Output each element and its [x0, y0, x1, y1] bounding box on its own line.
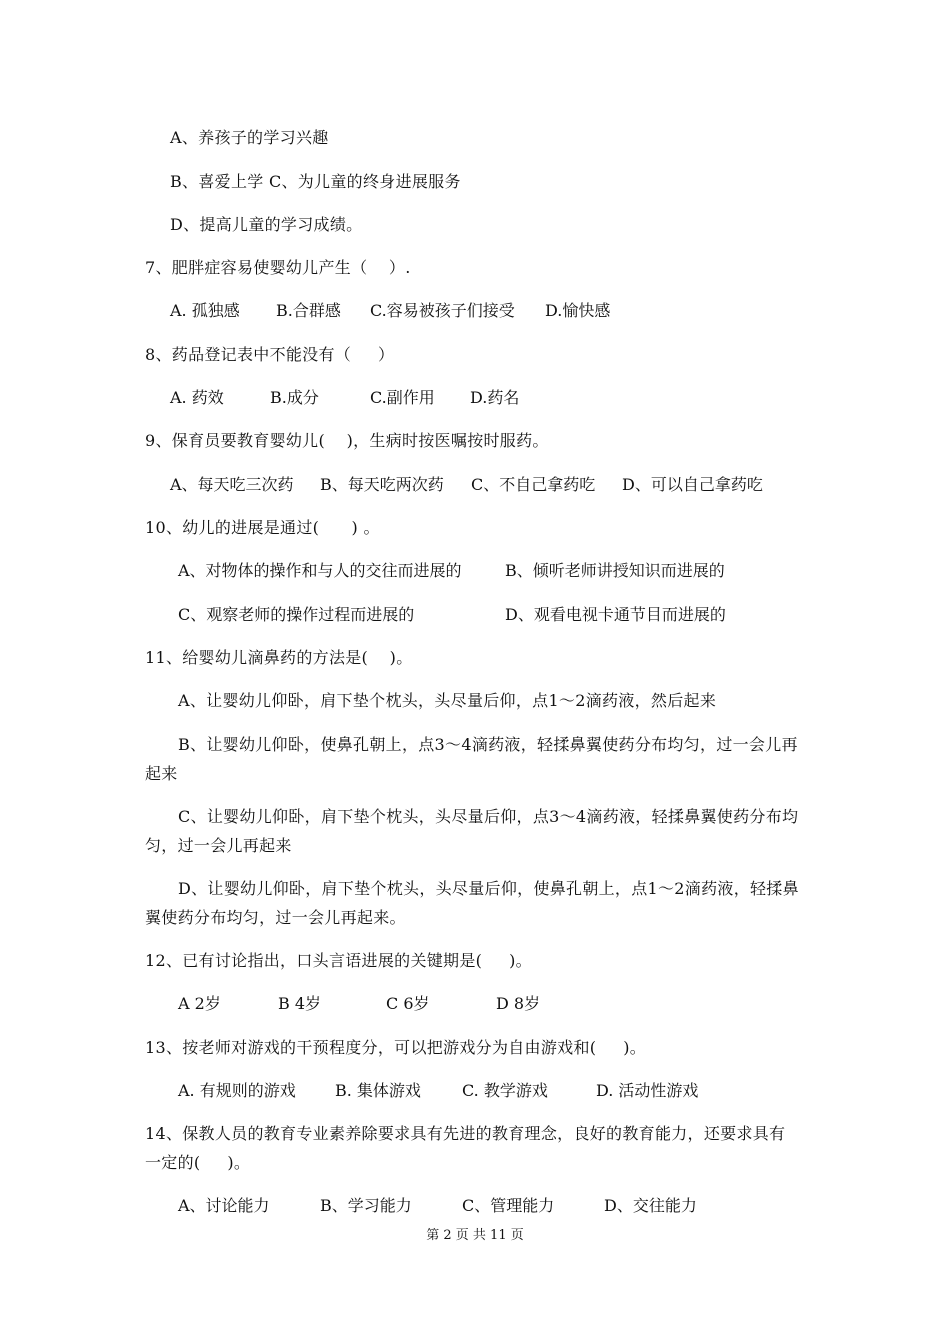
q8-option-d: D.药名: [470, 388, 520, 407]
q9-option-d: D、可以自己拿药吃: [622, 475, 763, 494]
q6-option-bc: B、喜爱上学 C、为儿童的终身进展服务: [170, 172, 461, 191]
q10-option-b: B、倾听老师讲授知识而进展的: [505, 561, 725, 580]
question-7: 7、肥胖症容易使婴幼儿产生（ ）.: [145, 258, 411, 277]
q8-option-a: A. 药效: [170, 388, 224, 407]
question-8: 8、药品登记表中不能没有（ ）: [145, 345, 395, 364]
q7-option-d: D.愉快感: [545, 301, 611, 320]
q10-option-d: D、观看电视卡通节目而进展的: [505, 605, 726, 624]
q9-option-b: B、每天吃两次药: [320, 475, 444, 494]
q14-option-b: B、学习能力: [320, 1196, 412, 1215]
q12-option-c: C 6岁: [386, 994, 430, 1013]
question-9: 9、保育员要教育婴幼儿( )，生病时按医嘱按时服药。: [145, 431, 549, 450]
q13-option-a: A. 有规则的游戏: [178, 1081, 296, 1100]
q8-option-b: B.成分: [270, 388, 319, 407]
question-10: 10、幼儿的进展是通过( ) 。: [145, 518, 380, 537]
q13-option-d: D. 活动性游戏: [596, 1081, 699, 1100]
q6-option-d: D、提高儿童的学习成绩。: [170, 215, 363, 234]
question-14-line1: 14、保教人员的教育专业素养除要求具有先进的教育理念，良好的教育能力，还要求具有: [145, 1124, 786, 1143]
q11-option-a: A、让婴幼儿仰卧，肩下垫个枕头，头尽量后仰，点1～2滴药液，然后起来: [178, 691, 717, 710]
q7-option-c: C.容易被孩子们接受: [370, 301, 515, 320]
q6-option-a: A、养孩子的学习兴趣: [170, 128, 329, 147]
q14-option-d: D、交往能力: [604, 1196, 697, 1215]
q11-option-c-line2: 匀，过一会儿再起来: [145, 836, 292, 855]
q13-option-b: B. 集体游戏: [335, 1081, 421, 1100]
question-13: 13、按老师对游戏的干预程度分，可以把游戏分为自由游戏和( )。: [145, 1038, 647, 1057]
page-footer: 第 2 页 共 11 页: [426, 1228, 524, 1243]
q13-option-c: C. 教学游戏: [462, 1081, 548, 1100]
q12-option-d: D 8岁: [496, 994, 541, 1013]
q11-option-c-line1: C、让婴幼儿仰卧，肩下垫个枕头，头尽量后仰，点3～4滴药液，轻揉鼻翼使药分布均: [178, 807, 799, 826]
q11-option-d-line1: D、让婴幼儿仰卧，肩下垫个枕头，头尽量后仰，使鼻孔朝上，点1～2滴药液，轻揉鼻: [178, 879, 799, 898]
q11-option-b-line2: 起来: [145, 764, 178, 783]
q11-option-d-line2: 翼使药分布均匀，过一会儿再起来。: [145, 908, 406, 927]
question-12: 12、已有讨论指出，口头言语进展的关键期是( )。: [145, 951, 532, 970]
q9-option-a: A、每天吃三次药: [170, 475, 294, 494]
q10-option-a: A、对物体的操作和与人的交往而进展的: [178, 561, 462, 580]
q10-option-c: C、观察老师的操作过程而进展的: [178, 605, 415, 624]
question-11: 11、给婴幼儿滴鼻药的方法是( )。: [145, 648, 413, 667]
q8-option-c: C.副作用: [370, 388, 435, 407]
q14-option-c: C、管理能力: [462, 1196, 555, 1215]
q11-option-b-line1: B、让婴幼儿仰卧，使鼻孔朝上，点3～4滴药液，轻揉鼻翼使药分布均匀，过一会儿再: [178, 735, 798, 754]
q9-option-c: C、不自己拿药吃: [471, 475, 596, 494]
q7-option-a: A. 孤独感: [170, 301, 240, 320]
question-14-line2: 一定的( )。: [145, 1153, 251, 1172]
q12-option-a: A 2岁: [178, 994, 221, 1013]
q7-option-b: B.合群感: [276, 301, 341, 320]
q14-option-a: A、讨论能力: [178, 1196, 270, 1215]
q12-option-b: B 4岁: [278, 994, 322, 1013]
